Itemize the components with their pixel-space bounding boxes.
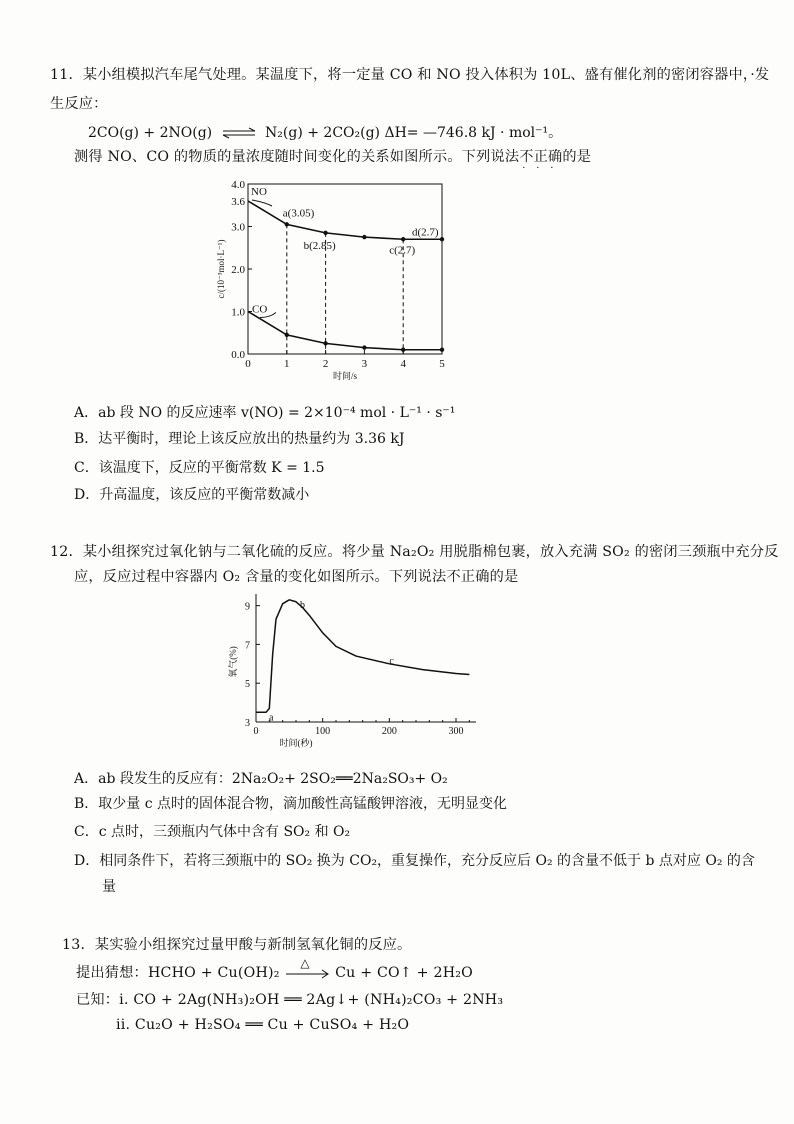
q11-option-d: D．升高温度，该反应的平衡常数减小 [74,487,310,503]
x-axis-label: 时间/s [332,371,358,381]
emphasis-dot-icon: · [522,163,526,174]
x-axis-label: 时间(秒) [279,738,313,748]
q13-known-label: 已知： [76,992,120,1008]
q12-option-b: B．取少量 c 点时的固体混合物，滴加酸性高锰酸钾溶液，无明显变化 [74,796,508,812]
x-tick-label: 0 [245,358,251,370]
data-point [285,333,289,337]
q11-emph-text: 不正确 [519,149,563,165]
x-tick-label: 300 [448,726,464,737]
data-point [323,231,327,235]
q12-option-d-cont: 量 [102,879,116,895]
y-tick-label: 9 [245,601,250,613]
point-label: b(2.85) [303,239,336,252]
q12-line2: 应，反应过程中容器内 O₂ 含量的变化如图所示。下列说法不正确的是 [74,569,519,585]
y-tick-label: 3.6 [231,196,245,208]
y-tick-label: 3 [245,718,250,729]
data-point [323,341,327,345]
q12-line1: 12．某小组探究过氧化钠与二氧化硫的反应。将少量 Na₂O₂ 用脱脂棉包裹，放入充满 SO₂ 的密闭三颈瓶中充分反 [50,544,779,560]
data-point [401,237,405,241]
y-tick-label: 4.0 [231,179,245,191]
q13-guess-left: HCHO + Cu(OH)₂ [147,965,280,981]
heat-arrow [284,956,330,980]
x-tick-label: 2 [322,358,329,370]
point-label: c(2.7) [389,244,416,257]
y-tick-label: 3.0 [231,221,245,234]
oxygen-content-chart [226,590,486,760]
data-point [362,345,366,349]
x-tick-label: 4 [400,358,406,370]
y-axis-label: 氧气(%) [228,646,238,678]
q11-emphasis [519,149,563,174]
x-tick-label: 200 [381,726,397,737]
heat-condition-label: △ [300,956,310,970]
series-label-no: NO [251,186,267,198]
q11-line2: 生反应： [50,96,108,112]
q13-guess-label: 提出猜想： [76,965,148,981]
q13-guess-right: Cu + CO↑ + 2H₂O [335,965,473,981]
q13-guess [76,956,473,982]
emphasis-dot-icon: · [550,163,554,174]
q11-line1: 11．某小组模拟汽车尾气处理。某温度下，将一定量 CO 和 NO 投入体积为 10L、盛有催化剂的密闭容器中，·发 [50,67,770,83]
point-label: c [389,655,394,667]
point-label: a [269,712,274,724]
data-point [440,348,444,352]
q12-option-d: D．相同条件下，若将三颈瓶中的 SO₂ 换为 CO₂，重复操作，充分反应后 O₂ 的含量不低于 b 点对应 O₂ 的含 [74,853,755,869]
y-tick-label: 7 [245,640,250,652]
q11-eq-right: N₂(g) + 2CO₂(g) ΔH= —746.8 kJ · mol⁻¹。 [265,125,563,141]
q13-known [76,989,503,1009]
q11-option-a: A．ab 段 NO 的反应速率 v(NO) = 2×10⁻⁴ mol · L⁻¹ · s⁻¹ [74,405,456,421]
oxygen-curve [256,600,469,712]
q11-eq-left: 2CO(g) + 2NO(g) [88,125,213,141]
q13-known-ii: ii. Cu₂O + H₂SO₄ ══ Cu + CuSO₄ + H₂O [116,1017,410,1033]
y-tick-label: 1.0 [231,306,245,319]
reversible-arrow-icon [221,127,257,139]
x-tick-label: 100 [315,726,331,737]
q11-equation [88,122,562,142]
series-label-co: CO [252,303,268,316]
x-tick-label: 0 [253,726,259,737]
x-tick-label: 3 [361,358,368,370]
data-point [285,222,289,226]
x-tick-label: 1 [284,358,290,370]
data-point [401,348,405,352]
y-axis-label: c/(10⁻³mol·L⁻¹) [216,239,226,299]
q11-line3-text: 测得 NO、CO 的物质的量浓度随时间变化的关系如图所示。下列说法 [74,149,520,165]
q11-option-b: B．达平衡时，理论上该反应放出的热量约为 3.36 kJ [74,431,405,447]
q11-option-c: C．该温度下，反应的平衡常数 K = 1.5 [74,460,325,476]
point-label: b [300,599,305,611]
q11-line3-end: 的是 [562,149,592,165]
y-tick-label: 0.0 [231,349,245,361]
point-label: d(2.7) [412,226,439,239]
q12-option-a: A．ab 段发生的反应有：2Na₂O₂+ 2SO₂══2Na₂SO₃+ O₂ [74,771,448,787]
right-arrow-icon [284,966,330,980]
y-tick-label: 2.0 [231,264,245,276]
q13-known-i: i. CO + 2Ag(NH₃)₂OH ══ 2Ag↓+ (NH₄)₂CO₃ + 2NH₃ [119,992,504,1008]
q12-option-c: C．c 点时，三颈瓶内气体中含有 SO₂ 和 O₂ [74,824,351,840]
emphasis-dot-icon: · [536,163,540,174]
q11-line3 [74,146,592,174]
point-label: a(3.05) [282,207,315,220]
y-tick-label: 5 [245,679,250,691]
x-tick-label: 5 [439,358,445,370]
q13-line1: 13．某实验小组探究过量甲酸与新制氢氧化铜的反应。 [62,937,412,953]
data-point [362,235,366,239]
series-line-co [248,312,442,350]
no-co-concentration-chart [216,172,460,392]
data-point [440,237,444,241]
